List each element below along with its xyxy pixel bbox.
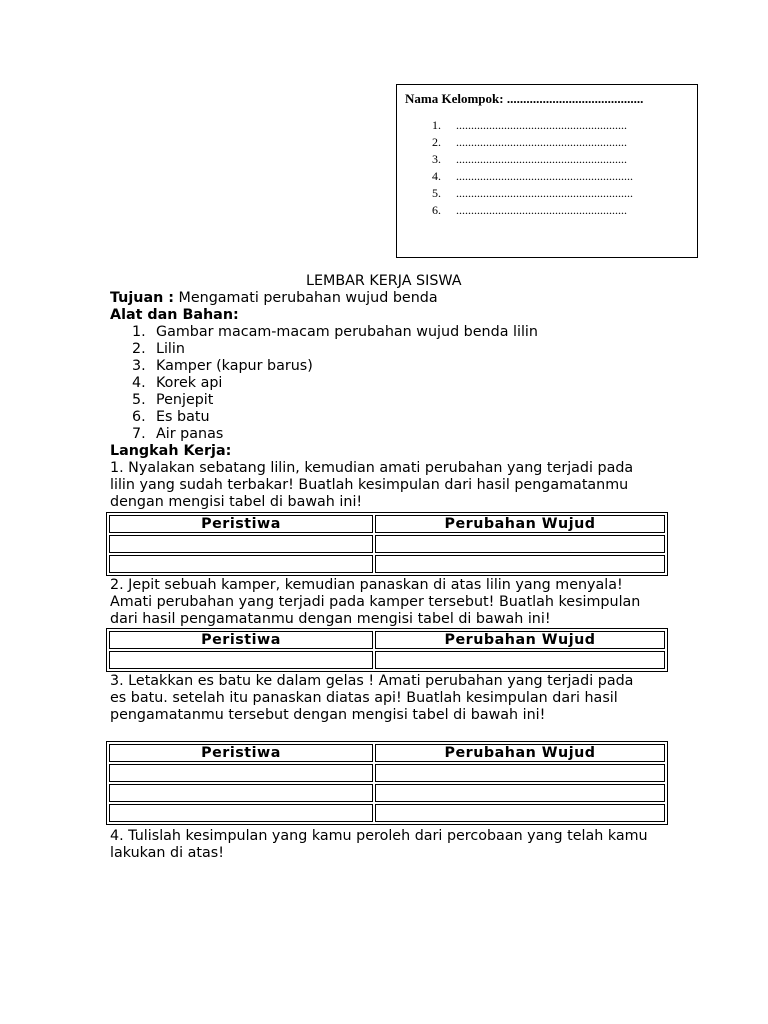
alat-item-6: 6. Es batu (132, 409, 210, 425)
tujuan-label: Tujuan : (110, 290, 174, 306)
table-header-row (109, 744, 665, 762)
table-cell[interactable] (375, 535, 665, 553)
member-line-2: 2. ......................................................... (432, 135, 627, 149)
step-2-line-2: Amati perubahan yang terjadi pada kamper tersebut! Buatlah kesimpulan (110, 594, 641, 610)
column-header-peristiwa: Peristiwa (109, 744, 373, 762)
table-row (109, 535, 665, 553)
table-cell[interactable] (109, 784, 373, 802)
tujuan-text: Mengamati perubahan wujud benda (173, 290, 438, 306)
alat-item-1: 1. Gambar macam-macam perubahan wujud benda lilin (132, 324, 538, 340)
table-cell[interactable] (375, 764, 665, 782)
step-2-line-3: dari hasil pengamatanmu dengan mengisi tabel di bawah ini! (110, 611, 551, 627)
table-header-row (109, 515, 665, 533)
member-line-3: 3. ......................................................... (432, 152, 627, 166)
member-line-1: 1. ......................................................... (432, 118, 627, 132)
tujuan-line (110, 290, 438, 307)
step-3-line-2: es batu. setelah itu panaskan diatas api! Buatlah kesimpulan dari hasil (110, 690, 618, 706)
table-cell[interactable] (109, 555, 373, 573)
alat-item-5: 5. Penjepit (132, 392, 214, 408)
column-header-perubahan-wujud: Perubahan Wujud (375, 631, 665, 649)
observation-table-3 (106, 741, 668, 825)
group-name-label: Nama Kelompok: .......................................... (405, 91, 644, 106)
column-header-perubahan-wujud: Perubahan Wujud (375, 744, 665, 762)
column-header-peristiwa: Peristiwa (109, 515, 373, 533)
step-1-line-2: lilin yang sudah terbakar! Buatlah kesimpulan dari hasil pengamatanmu (110, 477, 629, 493)
step-4-line-2: lakukan di atas! (110, 845, 224, 861)
alat-bahan-label: Alat dan Bahan: (110, 307, 239, 323)
table-cell[interactable] (109, 651, 373, 669)
table-cell[interactable] (375, 651, 665, 669)
table-cell[interactable] (375, 784, 665, 802)
table-cell[interactable] (109, 804, 373, 822)
table-cell[interactable] (375, 555, 665, 573)
member-line-6: 6. ......................................................... (432, 203, 627, 217)
table-row (109, 651, 665, 669)
alat-item-3: 3. Kamper (kapur barus) (132, 358, 313, 374)
member-line-5: 5. ........................................................... (432, 186, 633, 200)
step-1-line-3: dengan mengisi tabel di bawah ini! (110, 494, 363, 510)
table-cell[interactable] (109, 764, 373, 782)
observation-table-2 (106, 628, 668, 672)
page-title: LEMBAR KERJA SISWA (306, 273, 462, 289)
langkah-kerja-label: Langkah Kerja: (110, 443, 232, 459)
alat-item-2: 2. Lilin (132, 341, 185, 357)
table-row (109, 555, 665, 573)
step-3-line-1: 3. Letakkan es batu ke dalam gelas ! Amati perubahan yang terjadi pada (110, 673, 634, 689)
table-row (109, 804, 665, 822)
step-1-line-1: 1. Nyalakan sebatang lilin, kemudian amati perubahan yang terjadi pada (110, 460, 634, 476)
column-header-peristiwa: Peristiwa (109, 631, 373, 649)
group-name-box (396, 84, 698, 258)
column-header-perubahan-wujud: Perubahan Wujud (375, 515, 665, 533)
table-cell[interactable] (375, 804, 665, 822)
member-line-4: 4. ........................................................... (432, 169, 633, 183)
alat-item-7: 7. Air panas (132, 426, 224, 442)
observation-table-1 (106, 512, 668, 576)
step-4-line-1: 4. Tulislah kesimpulan yang kamu peroleh dari percobaan yang telah kamu (110, 828, 648, 844)
step-3-line-3: pengamatanmu tersebut dengan mengisi tabel di bawah ini! (110, 707, 546, 723)
table-cell[interactable] (109, 535, 373, 553)
alat-item-4: 4. Korek api (132, 375, 223, 391)
step-2-line-1: 2. Jepit sebuah kamper, kemudian panaskan di atas lilin yang menyala! (110, 577, 623, 593)
table-header-row (109, 631, 665, 649)
table-row (109, 764, 665, 782)
table-row (109, 784, 665, 802)
